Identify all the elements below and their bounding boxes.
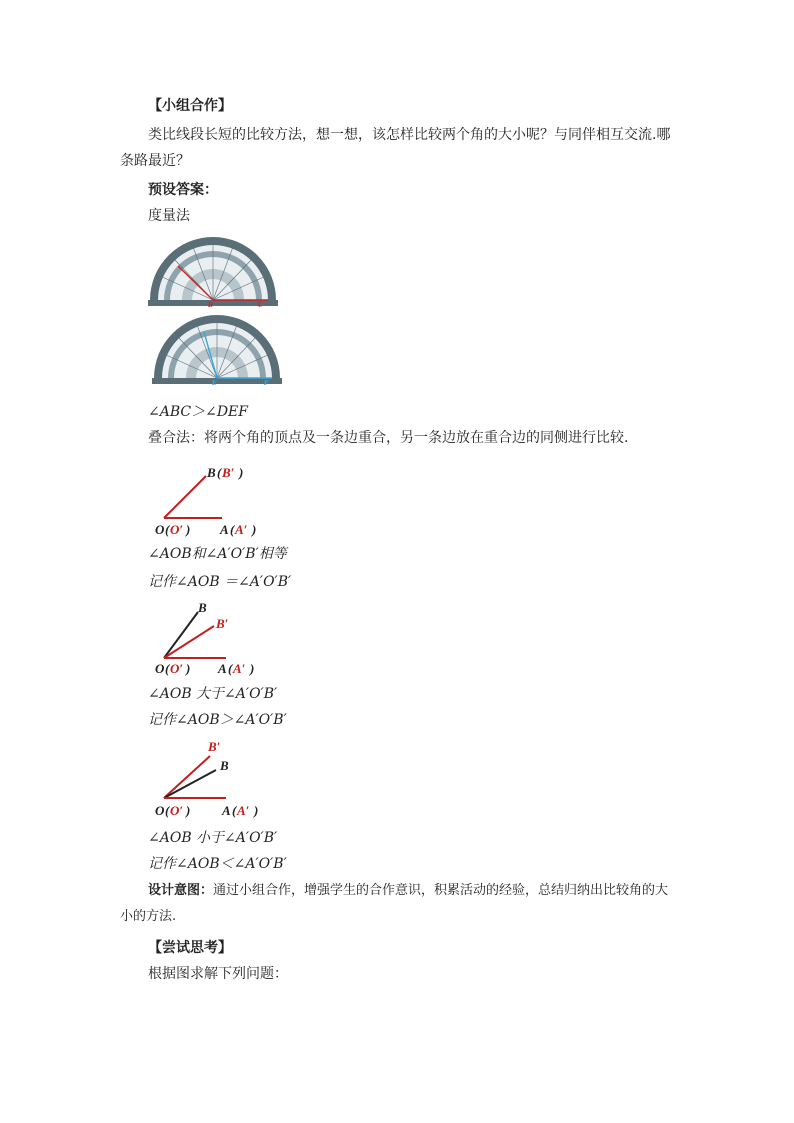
svg-text:(: ( — [165, 661, 170, 676]
d2-label-o: O — [155, 661, 165, 676]
design-intent-label: 设计意图： — [148, 883, 214, 898]
d1-label-ap: A′ — [235, 522, 248, 537]
svg-text:): ) — [186, 522, 191, 537]
question-paragraph: 类比线段长短的比较方法，想一想，该怎样比较两个角的大小呢？与同伴相互交流.哪条路最近？ — [120, 127, 671, 169]
d1-label-op: O′ — [170, 522, 184, 537]
d3-label-bp: B′ — [208, 739, 221, 754]
protractor1-label-b: B — [208, 302, 214, 309]
design-intent-paragraph — [120, 878, 680, 930]
d1-label-b: B — [207, 465, 216, 480]
angle-diagram-1 — [150, 462, 290, 538]
svg-text:): ) — [252, 522, 257, 537]
protractor-figure-1 — [148, 236, 278, 308]
svg-text:): ) — [254, 803, 259, 818]
svg-text:): ) — [250, 661, 255, 676]
notation-greater: 记作∠AOB＞∠A′O′B′ — [148, 712, 287, 728]
protractor2-label-e: E — [212, 380, 217, 387]
svg-text:): ) — [239, 465, 244, 480]
caption-equal: ∠AOB和∠A′O′B′相等 — [148, 546, 287, 562]
result-measure: ∠ABC＞∠DEF — [148, 404, 248, 420]
d3-label-o: O — [155, 803, 165, 818]
d2-label-a: A — [218, 661, 227, 676]
d3-label-ap: A′ — [237, 803, 250, 818]
protractor1-label-c: C — [258, 302, 263, 309]
protractor2-label-f: F — [264, 380, 269, 387]
d3-label-op: O′ — [170, 803, 184, 818]
svg-text:(: ( — [165, 522, 170, 537]
d1-label-bp: B′ — [222, 465, 235, 480]
d1-label-a: A — [220, 522, 229, 537]
design-intent-text: 通过小组合作，增强学生的合作意识，积累活动的经验，总结归纳出比较角的大小的方法. — [120, 883, 669, 924]
preset-answer-label: 预设答案： — [148, 182, 218, 198]
d3-label-b: B — [220, 758, 229, 773]
d2-label-bp: B′ — [216, 616, 229, 631]
section-title-group-work: 【小组合作】 — [148, 98, 232, 114]
notation-equal: 记作∠AOB ＝∠A′O′B′ — [148, 574, 292, 590]
d2-label-ap: A′ — [233, 661, 246, 676]
protractor-figure-2 — [152, 314, 282, 386]
svg-text:): ) — [186, 661, 191, 676]
d1-label-o: O — [155, 522, 165, 537]
notation-less: 记作∠AOB＜∠A′O′B′ — [148, 856, 287, 872]
svg-text:(: ( — [230, 522, 235, 537]
svg-text:(: ( — [228, 661, 233, 676]
d3-label-a: A — [222, 803, 231, 818]
d2-label-b: B — [198, 600, 207, 615]
method-overlap: 叠合法：将两个角的顶点及一条边重合，另一条边放在重合边的同侧进行比较. — [148, 430, 629, 446]
svg-text:(: ( — [232, 803, 237, 818]
instruction-text: 根据图求解下列问题： — [148, 966, 288, 982]
svg-text:(: ( — [165, 803, 170, 818]
caption-less: ∠AOB 小于∠A′O′B′ — [148, 830, 278, 846]
svg-text:): ) — [186, 803, 191, 818]
d2-label-op: O′ — [170, 661, 184, 676]
angle-diagram-3 — [150, 738, 290, 818]
angle-diagram-2 — [150, 598, 290, 676]
method-measure: 度量法 — [148, 208, 190, 224]
caption-greater: ∠AOB 大于∠A′O′B′ — [148, 686, 278, 702]
section-title-try-think: 【尝试思考】 — [148, 940, 232, 956]
svg-text:(: ( — [217, 465, 222, 480]
